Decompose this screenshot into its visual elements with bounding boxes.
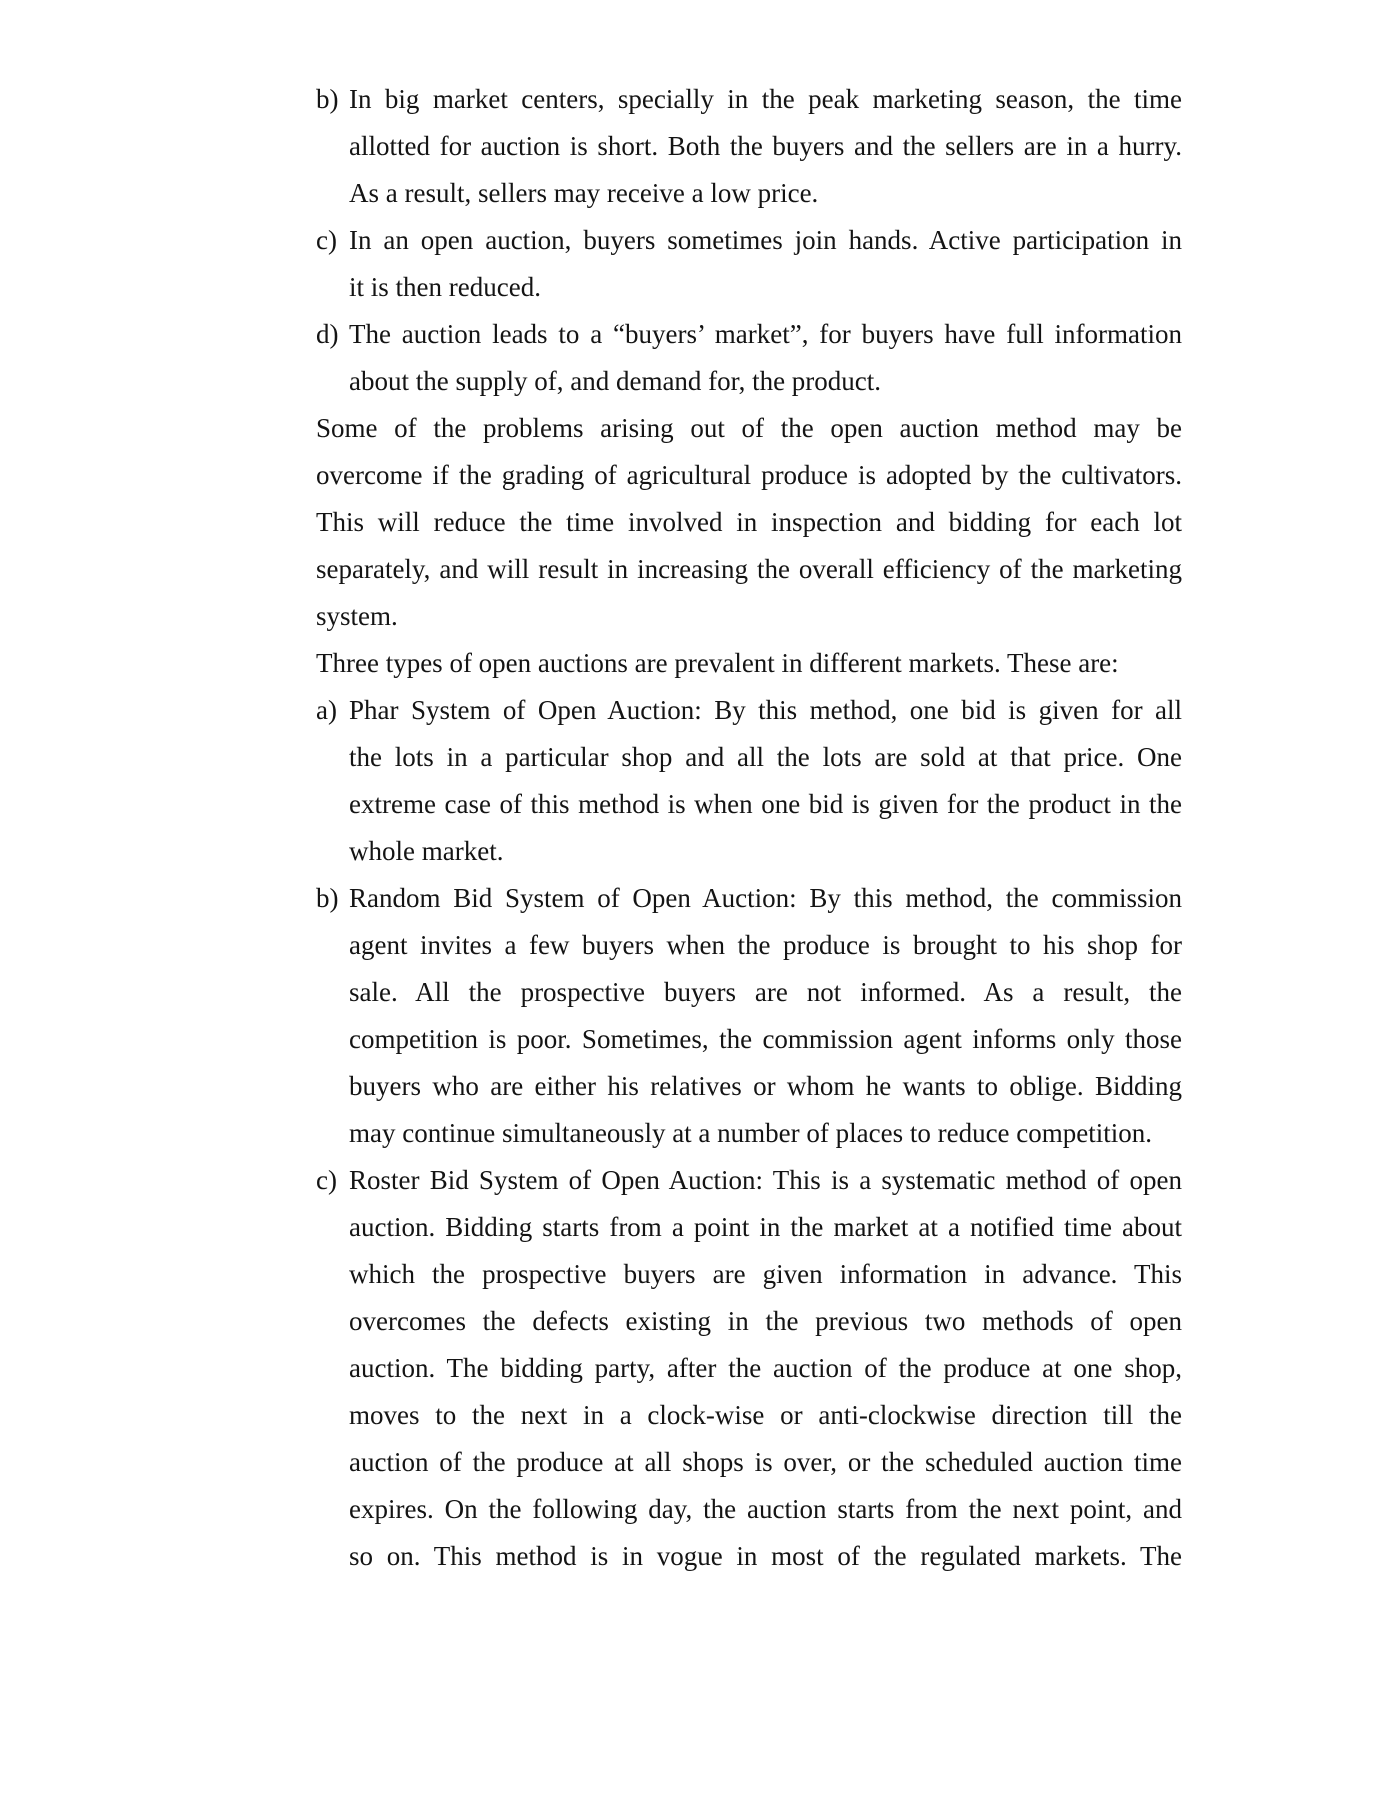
text-line: This will reduce the time involved in inspection and bidding for each lot [316,507,1182,537]
text-line: moves to the next in a clock-wise or anti-clockwise direction till the [349,1400,1182,1430]
text-line: c) Roster Bid System of Open Auction: This is a systematic method of open [349,1157,1182,1204]
text-line: which the prospective buyers are given information in advance. This [349,1259,1182,1289]
list-item [316,311,1182,405]
list-item-label: c) [316,225,337,255]
text-line: may continue simultaneously at a number of places to reduce competition. [349,1118,1153,1148]
list-item-label: a) [316,695,337,725]
text-line: sale. All the prospective buyers are not informed. As a result, the [349,977,1182,1007]
text-line: system. [316,601,398,631]
list-item [316,875,1182,1157]
text-line: so on. This method is in vogue in most of the regulated markets. The [349,1541,1182,1571]
list-item-label: c) [316,1165,337,1195]
text-line: overcome if the grading of agricultural produce is adopted by the cultivators. [316,460,1182,490]
text-line: c) In an open auction, buyers sometimes join hands. Active participation in [349,217,1182,264]
text-line: whole market. [349,836,504,866]
text-line: it is then reduced. [349,272,541,302]
list-item [316,217,1182,311]
text-line: expires. On the following day, the auction starts from the next point, and [349,1494,1182,1524]
text-line: extreme case of this method is when one bid is given for the product in the [349,789,1182,819]
list-item [316,76,1182,217]
paragraph [316,405,1182,640]
text-line: b) In big market centers, specially in the peak marketing season, the time [349,76,1182,123]
text-line: d) The auction leads to a “buyers’ market”, for buyers have full information [349,311,1182,358]
text-line: competition is poor. Sometimes, the commission agent informs only those [349,1024,1182,1054]
text-line: about the supply of, and demand for, the product. [349,366,882,396]
text-line: a) Phar System of Open Auction: By this method, one bid is given for all [349,687,1182,734]
text-line: Three types of open auctions are prevalent in different markets. These are: [316,648,1119,678]
text-line: agent invites a few buyers when the produce is brought to his shop for [349,930,1182,960]
list-item-label: b) [316,84,339,114]
text-line: auction of the produce at all shops is over, or the scheduled auction time [349,1447,1182,1477]
list-item [316,1157,1182,1580]
text-line: auction. Bidding starts from a point in the market at a notified time about [349,1212,1182,1242]
list-item-label: d) [316,319,339,349]
list-item [316,687,1182,875]
list-item-label: b) [316,883,339,913]
text-line: separately, and will result in increasing the overall efficiency of the marketing [316,554,1182,584]
text-line: the lots in a particular shop and all the lots are sold at that price. One [349,742,1182,772]
text-line: auction. The bidding party, after the auction of the produce at one shop, [349,1353,1182,1383]
text-line: As a result, sellers may receive a low price. [349,178,819,208]
text-line: allotted for auction is short. Both the buyers and the sellers are in a hurry. [349,131,1182,161]
text-line: buyers who are either his relatives or whom he wants to oblige. Bidding [349,1071,1182,1101]
page-content [316,76,1182,1580]
text-line: overcomes the defects existing in the previous two methods of open [349,1306,1182,1336]
text-line: Some of the problems arising out of the open auction method may be [316,413,1182,443]
text-line: b) Random Bid System of Open Auction: By this method, the commission [349,875,1182,922]
paragraph [316,640,1182,687]
